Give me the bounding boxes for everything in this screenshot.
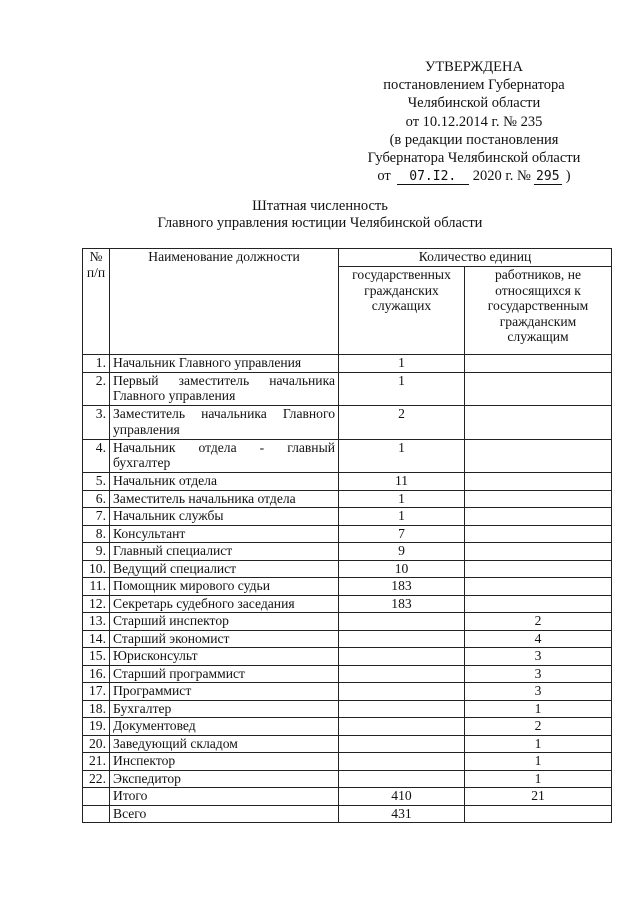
other-count	[465, 525, 612, 543]
grand-total-value: 431	[339, 805, 465, 823]
approval-line: Челябинской области	[407, 95, 541, 112]
civil-count: 7	[339, 525, 465, 543]
sig-year: 2020 г. №	[472, 168, 531, 185]
row-number: 18.	[83, 700, 110, 718]
position-name: Старший программист	[110, 665, 339, 683]
other-count: 1	[465, 753, 612, 771]
total-civil: 410	[339, 788, 465, 806]
row-number: 22.	[83, 770, 110, 788]
row-number: 17.	[83, 683, 110, 701]
civil-count: 9	[339, 543, 465, 561]
row-number: 13.	[83, 613, 110, 631]
title-line-2: Главного управления юстиции Челябинской области	[157, 215, 483, 231]
table-row	[83, 665, 612, 683]
table-row	[83, 648, 612, 666]
row-number: 4.	[83, 439, 110, 473]
position-name: Инспектор	[110, 753, 339, 771]
position-name: Помощник мирового судьи	[110, 578, 339, 596]
other-count	[465, 560, 612, 578]
other-count: 1	[465, 735, 612, 753]
row-number: 21.	[83, 753, 110, 771]
total-other: 21	[465, 788, 612, 806]
position-name: Начальник отдела - главный бухгалтер	[110, 439, 339, 473]
civil-count: 2	[339, 406, 465, 440]
table-row	[83, 560, 612, 578]
other-count: 4	[465, 630, 612, 648]
total-label: Итого	[110, 788, 339, 806]
table-row	[83, 578, 612, 596]
table-row	[83, 683, 612, 701]
other-count	[465, 439, 612, 473]
civil-count: 11	[339, 473, 465, 491]
civil-count	[339, 753, 465, 771]
row-number: 5.	[83, 473, 110, 491]
position-name: Начальник отдела	[110, 473, 339, 491]
approval-block	[340, 58, 608, 185]
other-count	[465, 595, 612, 613]
sig-prefix: от	[377, 168, 391, 185]
other-count: 1	[465, 770, 612, 788]
civil-count: 1	[339, 439, 465, 473]
other-count	[465, 372, 612, 406]
position-name: Экспедитор	[110, 770, 339, 788]
row-number: 7.	[83, 508, 110, 526]
table-row	[83, 613, 612, 631]
civil-count: 1	[339, 372, 465, 406]
civil-count: 183	[339, 595, 465, 613]
position-name: Программист	[110, 683, 339, 701]
civil-count	[339, 630, 465, 648]
civil-count: 183	[339, 578, 465, 596]
civil-count: 1	[339, 490, 465, 508]
table-row	[83, 700, 612, 718]
other-count	[465, 508, 612, 526]
table-row	[83, 372, 612, 406]
row-number: 11.	[83, 578, 110, 596]
row-number: 10.	[83, 560, 110, 578]
table-row	[83, 718, 612, 736]
table-row	[83, 473, 612, 491]
table-body	[83, 355, 612, 788]
other-count	[465, 473, 612, 491]
table-row	[83, 630, 612, 648]
header-position-name: Наименование должности	[110, 249, 339, 355]
position-name: Старший экономист	[110, 630, 339, 648]
other-count	[465, 406, 612, 440]
row-number: 16.	[83, 665, 110, 683]
row-number: 6.	[83, 490, 110, 508]
row-number: 3.	[83, 406, 110, 440]
other-count: 3	[465, 665, 612, 683]
table-row	[83, 770, 612, 788]
sig-number-field: 295	[534, 170, 562, 185]
civil-count: 10	[339, 560, 465, 578]
position-name: Заместитель начальника отдела	[110, 490, 339, 508]
other-count	[465, 543, 612, 561]
other-count	[465, 578, 612, 596]
approval-title: УТВЕРЖДЕНА	[425, 59, 523, 75]
position-name: Заместитель начальника Главного управления	[110, 406, 339, 440]
table-row	[83, 490, 612, 508]
amendment-signature-line	[340, 167, 608, 185]
position-name: Начальник службы	[110, 508, 339, 526]
other-count: 3	[465, 648, 612, 666]
approval-line: (в редакции постановления	[389, 131, 559, 148]
approval-line: постановлением Губернатора	[383, 77, 565, 94]
position-name: Юрисконсульт	[110, 648, 339, 666]
civil-count: 1	[339, 508, 465, 526]
civil-count	[339, 718, 465, 736]
grand-total-label: Всего	[110, 805, 339, 823]
position-name: Консультант	[110, 525, 339, 543]
row-number: 8.	[83, 525, 110, 543]
position-name: Старший инспектор	[110, 613, 339, 631]
header-num: № п/п	[83, 249, 110, 355]
grand-total-row	[83, 805, 612, 823]
row-number: 1.	[83, 355, 110, 373]
table-row	[83, 439, 612, 473]
table-row	[83, 406, 612, 440]
other-count: 3	[465, 683, 612, 701]
other-count: 2	[465, 613, 612, 631]
header-quantity: Количество единиц	[339, 249, 612, 267]
other-count	[465, 490, 612, 508]
position-name: Первый заместитель начальника Главного управления	[110, 372, 339, 406]
row-number: 14.	[83, 630, 110, 648]
table-row	[83, 735, 612, 753]
position-name: Документовед	[110, 718, 339, 736]
row-number: 19.	[83, 718, 110, 736]
position-name: Бухгалтер	[110, 700, 339, 718]
civil-count	[339, 665, 465, 683]
position-name: Секретарь судебного заседания	[110, 595, 339, 613]
row-number: 2.	[83, 372, 110, 406]
total-row	[83, 788, 612, 806]
table-row	[83, 753, 612, 771]
row-number: 20.	[83, 735, 110, 753]
table-row	[83, 525, 612, 543]
sig-close: )	[565, 168, 571, 185]
table-row	[83, 595, 612, 613]
civil-count	[339, 683, 465, 701]
civil-count	[339, 613, 465, 631]
table-row	[83, 355, 612, 373]
header-civil-servants: государственных гражданских служащих	[339, 267, 465, 355]
document-title	[0, 198, 640, 232]
other-count: 2	[465, 718, 612, 736]
civil-count: 1	[339, 355, 465, 373]
header-other-employees: работников, не относящихся к государственным гражданским служащим	[465, 267, 612, 355]
row-number: 9.	[83, 543, 110, 561]
row-number: 15.	[83, 648, 110, 666]
civil-count	[339, 700, 465, 718]
civil-count	[339, 735, 465, 753]
row-number: 12.	[83, 595, 110, 613]
approval-line: от 10.12.2014 г. № 235	[405, 113, 543, 130]
sig-date-field: 07.I2.	[397, 170, 469, 185]
position-name: Начальник Главного управления	[110, 355, 339, 373]
approval-line: Губернатора Челябинской области	[367, 150, 581, 167]
civil-count	[339, 770, 465, 788]
other-count	[465, 355, 612, 373]
title-line-1: Штатная численность	[252, 198, 388, 214]
other-count: 1	[465, 700, 612, 718]
table-row	[83, 508, 612, 526]
position-name: Ведущий специалист	[110, 560, 339, 578]
civil-count	[339, 648, 465, 666]
staffing-table	[82, 248, 612, 823]
position-name: Заведующий складом	[110, 735, 339, 753]
table-row	[83, 543, 612, 561]
position-name: Главный специалист	[110, 543, 339, 561]
